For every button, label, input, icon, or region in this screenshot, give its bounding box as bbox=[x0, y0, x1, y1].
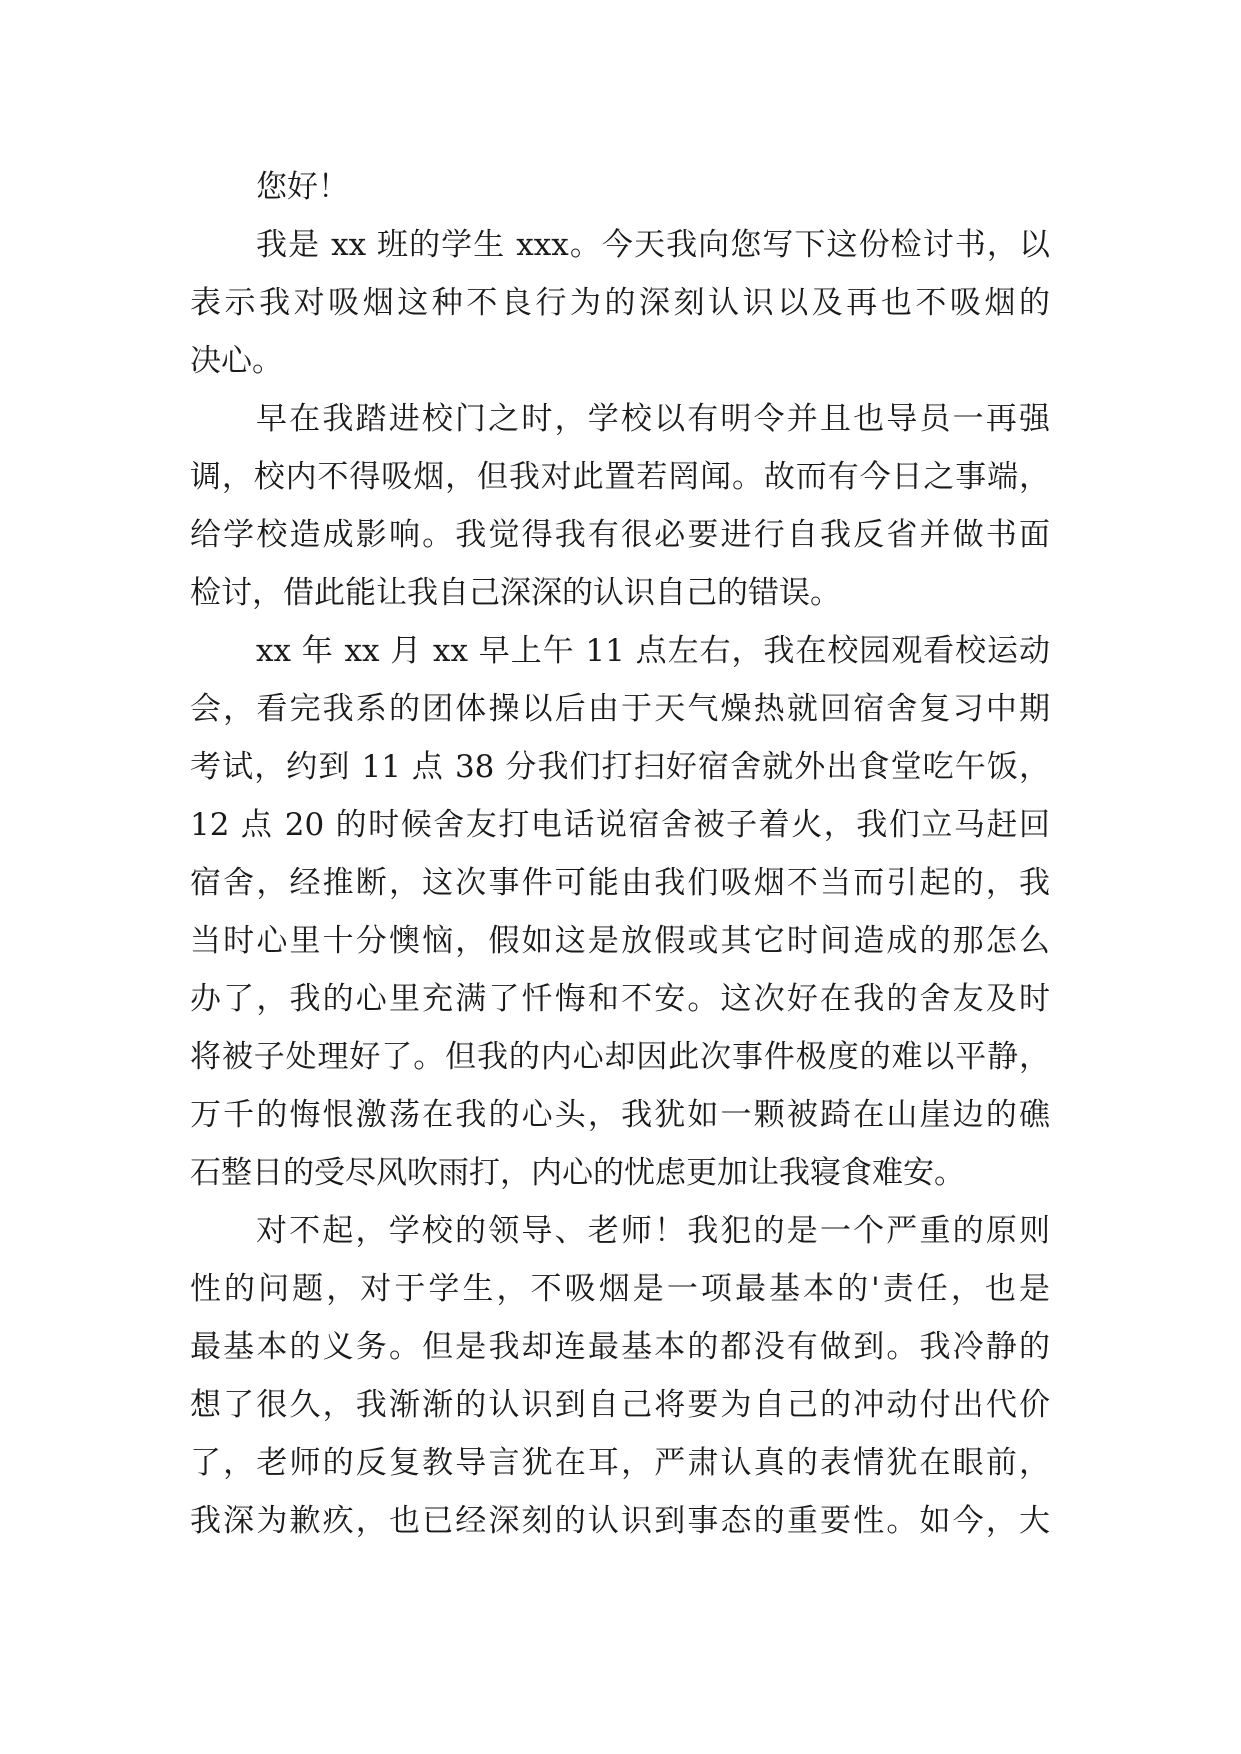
paragraph-line: 石整日的受尽风吹雨打，内心的忧虑更加让我寝食难安。 bbox=[190, 1155, 965, 1191]
paragraph-line: 调，校内不得吸烟，但我对此置若罔闻。故而有今日之事端， bbox=[190, 459, 1050, 495]
paragraph-line: 会，看完我系的团体操以后由于天气燥热就回宿舍复习中期 bbox=[190, 691, 1050, 727]
paragraph-4 bbox=[190, 1202, 1050, 1550]
paragraph-line: 将被子处理好了。但我的内心却因此次事件极度的难以平静， bbox=[190, 1039, 1050, 1075]
paragraph-line: 最基本的义务。但是我却连最基本的都没有做到。我冷静的 bbox=[190, 1329, 1050, 1365]
paragraph-line: 办了，我的心里充满了忏悔和不安。这次好在我的舍友及时 bbox=[190, 981, 1050, 1017]
paragraph-line: 12 点 20 的时候舍友打电话说宿舍被子着火，我们立马赶回 bbox=[190, 807, 1050, 843]
paragraph-line: 当时心里十分懊恼，假如这是放假或其它时间造成的那怎么 bbox=[190, 923, 1050, 959]
paragraph-2 bbox=[190, 390, 1050, 622]
paragraph-line: 想了很久，我渐渐的认识到自己将要为自己的冲动付出代价 bbox=[190, 1387, 1050, 1423]
paragraph-line: 我深为歉疚，也已经深刻的认识到事态的重要性。如今，大 bbox=[190, 1503, 1050, 1539]
paragraph-line: 对不起，学校的领导、老师！我犯的是一个严重的原则 bbox=[256, 1213, 1050, 1249]
paragraph-line: 早在我踏进校门之时，学校以有明令并且也导员一再强 bbox=[256, 401, 1050, 437]
paragraph-line: 表示我对吸烟这种不良行为的深刻认识以及再也不吸烟的 bbox=[190, 285, 1050, 321]
paragraph-line: 性的问题，对于学生，不吸烟是一项最基本的'责任，也是 bbox=[190, 1271, 1050, 1307]
paragraph-line: 万千的悔恨激荡在我的心头，我犹如一颗被踦在山崖边的礁 bbox=[190, 1097, 1050, 1133]
paragraph-line: 我是 xx 班的学生 xxx。今天我向您写下这份检讨书，以 bbox=[256, 227, 1050, 263]
paragraph-1 bbox=[190, 216, 1050, 390]
paragraph-line: 宿舍，经推断，这次事件可能由我们吸烟不当而引起的，我 bbox=[190, 865, 1050, 901]
paragraph-3 bbox=[190, 622, 1050, 1202]
document-body bbox=[190, 158, 1050, 1550]
paragraph-line: 给学校造成影响。我觉得我有很必要进行自我反省并做书面 bbox=[190, 517, 1050, 553]
paragraph-line: xx 年 xx 月 xx 早上午 11 点左右，我在校园观看校运动 bbox=[256, 633, 1050, 669]
paragraph-line: 了，老师的反复教导言犹在耳，严肃认真的表情犹在眼前， bbox=[190, 1445, 1050, 1481]
paragraph-line: 决心。 bbox=[190, 343, 283, 379]
paragraph-line: 考试，约到 11 点 38 分我们打扫好宿舍就外出食堂吃午饭， bbox=[190, 749, 1050, 785]
paragraph-line: 检讨，借此能让我自己深深的认识自己的错误。 bbox=[190, 575, 841, 611]
greeting: 您好！ bbox=[256, 169, 349, 205]
